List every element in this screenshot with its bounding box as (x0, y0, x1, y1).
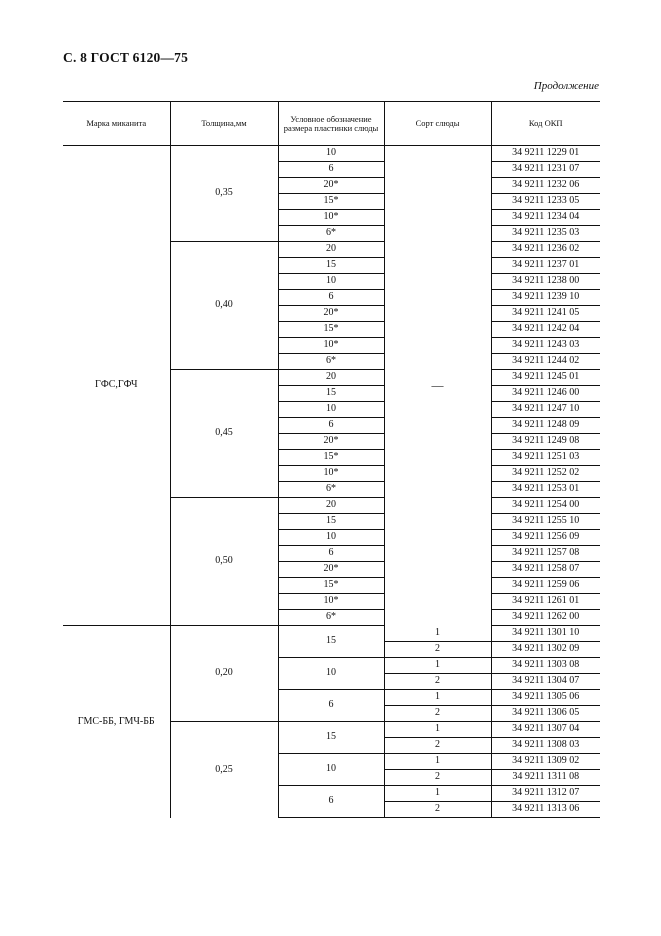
column-header-thickness: Толщина,мм (170, 102, 278, 146)
code-cell: 34 9211 1231 07 (491, 162, 600, 178)
grade-cell: 2 (384, 674, 491, 690)
grade-cell: 1 (384, 658, 491, 674)
code-cell: 34 9211 1241 05 (491, 306, 600, 322)
size-cell: 15 (278, 258, 384, 274)
size-cell: 6 (278, 162, 384, 178)
code-cell: 34 9211 1246 00 (491, 386, 600, 402)
thickness-cell: 0,25 (170, 722, 278, 818)
code-cell: 34 9211 1243 03 (491, 338, 600, 354)
code-cell: 34 9211 1245 01 (491, 370, 600, 386)
code-cell: 34 9211 1306 05 (491, 706, 600, 722)
grade-cell: 2 (384, 770, 491, 786)
grade-cell: 2 (384, 802, 491, 818)
size-cell: 10 (278, 530, 384, 546)
size-cell: 6* (278, 482, 384, 498)
code-cell: 34 9211 1303 08 (491, 658, 600, 674)
code-cell: 34 9211 1261 01 (491, 594, 600, 610)
code-cell: 34 9211 1259 06 (491, 578, 600, 594)
size-cell: 6 (278, 290, 384, 306)
code-cell: 34 9211 1313 06 (491, 802, 600, 818)
size-cell: 20 (278, 242, 384, 258)
code-cell: 34 9211 1309 02 (491, 754, 600, 770)
size-cell: 10 (278, 274, 384, 290)
code-cell: 34 9211 1244 02 (491, 354, 600, 370)
code-cell: 34 9211 1239 10 (491, 290, 600, 306)
code-cell: 34 9211 1248 09 (491, 418, 600, 434)
thickness-cell: 0,45 (170, 370, 278, 498)
size-cell: 6* (278, 226, 384, 242)
table-row (63, 626, 600, 642)
code-cell: 34 9211 1311 08 (491, 770, 600, 786)
grade-cell: 1 (384, 722, 491, 738)
thickness-cell: 0,20 (170, 626, 278, 722)
code-cell: 34 9211 1302 09 (491, 642, 600, 658)
grade-cell: 2 (384, 706, 491, 722)
size-cell: 15 (278, 626, 384, 658)
size-cell: 10 (278, 658, 384, 690)
grade-cell: — (384, 146, 491, 626)
size-cell: 10* (278, 466, 384, 482)
size-cell: 6 (278, 786, 384, 818)
size-cell: 10* (278, 210, 384, 226)
thickness-cell: 0,40 (170, 242, 278, 370)
code-cell: 34 9211 1312 07 (491, 786, 600, 802)
mark-cell: ГМС-ББ, ГМЧ-ББ (63, 626, 170, 818)
size-cell: 15* (278, 322, 384, 338)
code-cell: 34 9211 1249 08 (491, 434, 600, 450)
size-cell: 6 (278, 418, 384, 434)
column-header-code: Код ОКП (491, 102, 600, 146)
code-cell: 34 9211 1257 08 (491, 546, 600, 562)
code-cell: 34 9211 1253 01 (491, 482, 600, 498)
size-cell: 20 (278, 370, 384, 386)
size-cell: 20* (278, 434, 384, 450)
code-cell: 34 9211 1232 06 (491, 178, 600, 194)
size-cell: 20* (278, 306, 384, 322)
thickness-cell: 0,35 (170, 146, 278, 242)
page-title: С. 8 ГОСТ 6120—75 (63, 50, 189, 65)
code-cell: 34 9211 1233 05 (491, 194, 600, 210)
size-cell: 15* (278, 450, 384, 466)
micanite-spec-table (63, 101, 600, 818)
code-cell: 34 9211 1304 07 (491, 674, 600, 690)
size-cell: 6 (278, 546, 384, 562)
size-cell: 10* (278, 338, 384, 354)
size-cell: 6 (278, 690, 384, 722)
grade-cell: 1 (384, 690, 491, 706)
size-cell: 15* (278, 194, 384, 210)
size-cell: 10 (278, 402, 384, 418)
code-cell: 34 9211 1237 01 (491, 258, 600, 274)
code-cell: 34 9211 1308 03 (491, 738, 600, 754)
code-cell: 34 9211 1255 10 (491, 514, 600, 530)
grade-cell: 1 (384, 754, 491, 770)
grade-cell: 1 (384, 786, 491, 802)
thickness-cell: 0,50 (170, 498, 278, 626)
code-cell: 34 9211 1258 07 (491, 562, 600, 578)
size-cell: 20* (278, 562, 384, 578)
code-cell: 34 9211 1305 06 (491, 690, 600, 706)
code-cell: 34 9211 1252 02 (491, 466, 600, 482)
size-cell: 10 (278, 754, 384, 786)
code-cell: 34 9211 1256 09 (491, 530, 600, 546)
code-cell: 34 9211 1236 02 (491, 242, 600, 258)
size-cell: 6* (278, 354, 384, 370)
size-cell: 15* (278, 578, 384, 594)
column-header-grade: Сорт слюды (384, 102, 491, 146)
table-row (63, 146, 600, 162)
code-cell: 34 9211 1234 04 (491, 210, 600, 226)
grade-cell: 1 (384, 626, 491, 642)
grade-cell: 2 (384, 738, 491, 754)
size-cell: 20 (278, 498, 384, 514)
size-cell: 15 (278, 722, 384, 754)
code-cell: 34 9211 1254 00 (491, 498, 600, 514)
size-cell: 15 (278, 514, 384, 530)
code-cell: 34 9211 1251 03 (491, 450, 600, 466)
code-cell: 34 9211 1262 00 (491, 610, 600, 626)
size-cell: 20* (278, 178, 384, 194)
size-cell: 15 (278, 386, 384, 402)
code-cell: 34 9211 1307 04 (491, 722, 600, 738)
code-cell: 34 9211 1235 03 (491, 226, 600, 242)
code-cell: 34 9211 1229 01 (491, 146, 600, 162)
code-cell: 34 9211 1242 04 (491, 322, 600, 338)
code-cell: 34 9211 1301 10 (491, 626, 600, 642)
mark-cell: ГФС,ГФЧ (95, 379, 138, 391)
size-cell: 10* (278, 594, 384, 610)
table-body (63, 146, 600, 818)
grade-cell: 2 (384, 642, 491, 658)
continuation-label: Продолжение (533, 80, 599, 92)
table-header (63, 102, 600, 146)
size-cell: 6* (278, 610, 384, 626)
code-cell: 34 9211 1238 00 (491, 274, 600, 290)
column-header-size: Условное обозначение размера пластинки слюды (278, 102, 384, 146)
column-header-mark: Марка миканита (63, 102, 170, 146)
size-cell: 10 (278, 146, 384, 162)
code-cell: 34 9211 1247 10 (491, 402, 600, 418)
